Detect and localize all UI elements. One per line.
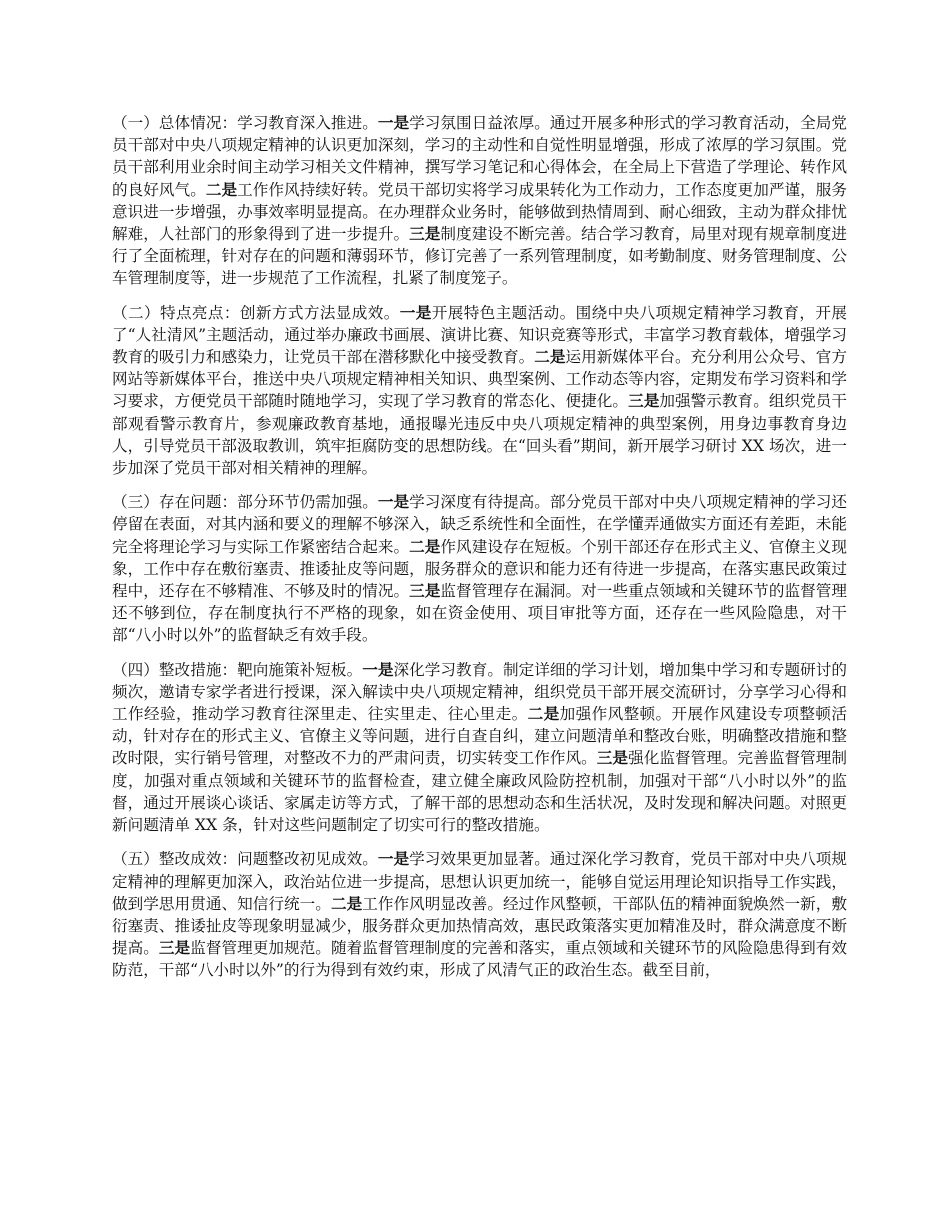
emphasis-marker: 一是 <box>362 659 394 679</box>
emphasis-marker: 三是 <box>409 581 441 601</box>
emphasis-marker: 三是 <box>596 748 629 768</box>
emphasis-marker: 二是 <box>409 536 441 556</box>
paragraph-overall <box>112 112 847 290</box>
paragraph-text: 深化学习教育。制定详细的学习计划，增加集中学习和专题研讨的频次，邀请专家学者进行授课，深入解读中央八项规定精神，组织党员干部开展交流研讨，分享学习心得和工作经验，推动学习教育往深里走、往实里走、往心里走。 <box>112 660 847 724</box>
emphasis-marker: 三是 <box>628 391 660 411</box>
paragraph-text: 学习效果更加显著。通过深化学习教育，党员干部对中央八项规定精神的理解更加深入，政治站位进一步提高，思想认识更加统一，能够自觉运用理论知识指导工作实践，做到学思用贯通、知信行统一。 <box>112 850 847 913</box>
paragraph-text: 加强警示教育。组织党员干部观看警示教育片，参观廉政教育基地，通报曝光违反中央八项规定精神的典型案例，用身边事教育身边人，引导党员干部汲取教训，筑牢拒腐防变的思想防线。在“回头看”期间，新开展学习研讨 XX 场次，进一步加深了党员干部对相关精神的理解。 <box>112 392 847 478</box>
emphasis-marker: 二是 <box>205 179 238 199</box>
paragraph-problems <box>112 491 847 646</box>
emphasis-marker: 一是 <box>399 302 432 322</box>
paragraph-heading: （一）总体情况：学习教育深入推进。 <box>112 114 378 132</box>
paragraph-text: 制度建设不断完善。结合学习教育，局里对现有规章制度进行了全面梳理，针对存在的问题和薄弱环节，修订完善了一系列管理制度，如考勤制度、财务管理制度、公车管理制度等，进一步规范了工作流程，扎紧了制度笼子。 <box>112 225 847 288</box>
emphasis-marker: 二是 <box>330 893 363 913</box>
document-page <box>112 112 847 994</box>
paragraph-text: 监督管理存在漏洞。对一些重点领域和关键环节的监督管理还不够到位，存在制度执行不严格的现象，如在资金使用、项目审批等方面，还存在一些风险隐患，对干部“八小时以外”的监督缺乏有效手段。 <box>112 582 847 645</box>
paragraph-text: 加强作风整顿。开展作风建设专项整顿活动，针对存在的形式主义、官僚主义等问题，进行自查自纠，建立问题清单和整改台账，明确整改措施和整改时限，实行销号管理，对整改不力的严肃问责，切实转变工作作风。 <box>112 705 847 768</box>
emphasis-marker: 一是 <box>377 492 410 512</box>
emphasis-marker: 二是 <box>534 347 566 367</box>
emphasis-marker: 二是 <box>527 704 560 724</box>
paragraph-text: 工作作风持续好转。党员干部切实将学习成果转化为工作动力，工作态度更加严谨，服务意识进一步增强，办事效率明显提高。在办理群众业务时，能够做到热情周到、耐心细致，主动为群众排忧解难，人社部门的形象得到了进一步提升。 <box>112 180 847 244</box>
paragraph-text: 开展特色主题活动。围绕中央八项规定精神学习教育，开展了“人社清风”主题活动，通过举办廉政书画展、演讲比赛、知识竞赛等形式，丰富学习教育载体，增强学习教育的吸引力和感染力，让党员干部在潜移默化中接受教育。 <box>112 303 847 367</box>
paragraph-text: 强化监督管理。完善监督管理制度，加强对重点领域和关键环节的监督检查，建立健全廉政风险防控机制，加强对干部“八小时以外”的监督，通过开展谈心谈话、家属走访等方式，了解干部的思想动态和生活状况，及时发现和解决问题。对照更新问题清单 XX 条，针对这些问题制定了切实可行的整改措施。 <box>112 749 847 835</box>
paragraph-heading: （三）存在问题：部分环节仍需加强。 <box>112 493 378 512</box>
emphasis-marker: 一是 <box>377 113 410 132</box>
paragraph-heading: （五）整改成效：问题整改初见成效。 <box>112 850 378 869</box>
emphasis-marker: 一是 <box>377 849 410 869</box>
paragraph-highlights <box>112 302 847 480</box>
paragraph-text: 作风建设存在短板。个别干部还存在形式主义、官僚主义现象，工作中存在敷衍塞责、推诿扯皮等问题，服务群众的意识和能力还有待进一步提高，在落实惠民政策过程中，还存在不够精准、不够及时的情况。 <box>112 537 847 601</box>
paragraph-text: 工作作风明显改善。经过作风整顿，干部队伍的精神面貌焕然一新，敷衍塞责、推诿扯皮等现象明显减少，服务群众更加热情高效，惠民政策落实更加精准及时，群众满意度不断提高。 <box>112 894 847 958</box>
paragraph-text: 监督管理更加规范。随着监督管理制度的完善和落实，重点领域和关键环节的风险隐患得到有效防范，干部“八小时以外”的行为得到有效约束，形成了风清气正的政治生态。截至目前， <box>112 939 847 980</box>
paragraph-heading: （四）整改措施：靶向施策补短板。 <box>112 660 363 679</box>
paragraph-measures <box>112 659 847 837</box>
emphasis-marker: 三是 <box>158 938 191 958</box>
paragraph-results <box>112 848 847 981</box>
emphasis-marker: 三是 <box>409 224 441 244</box>
paragraph-heading: （二）特点亮点：创新方式方法显成效。 <box>112 303 400 322</box>
paragraph-text: 学习深度有待提高。部分党员干部对中央八项规定精神的学习还停留在表面，对其内涵和要义的理解不够深入，缺乏系统性和全面性，在学懂弄通做实方面还有差距，未能完全将理论学习与实际工作紧密结合起来。 <box>112 493 847 556</box>
paragraph-text: 运用新媒体平台。充分利用公众号、官方网站等新媒体平台，推送中央八项规定精神相关知识、典型案例、工作动态等内容，定期发布学习资料和学习要求，方便党员干部随时随地学习，实现了学习教育的常态化、便捷化。 <box>112 348 847 411</box>
paragraph-text: 学习氛围日益浓厚。通过开展多种形式的学习教育活动，全局党员干部对中央八项规定精神的认识更加深刻，学习的主动性和自觉性明显增强，形成了浓厚的学习氛围。党员干部利用业余时间主动学习相关文件精神，撰写学习笔记和心得体会，在全局上下营造了学理论、转作风的良好风气。 <box>112 114 847 199</box>
